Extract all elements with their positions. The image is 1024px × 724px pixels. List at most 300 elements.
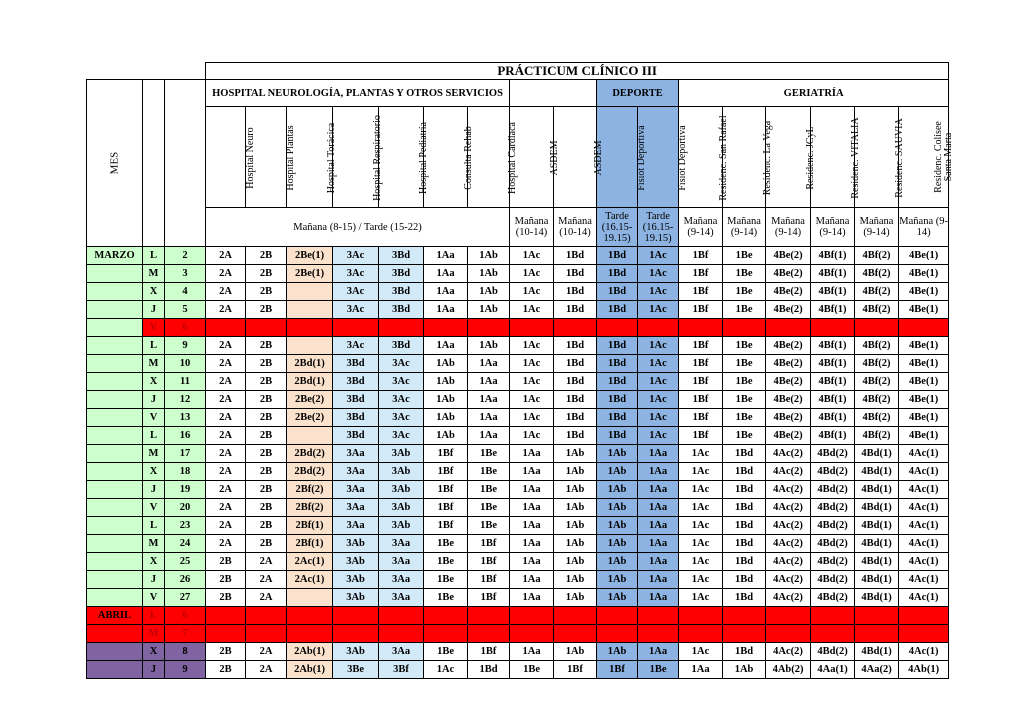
assignment-cell: 3Aa <box>379 571 424 589</box>
assignment-cell: 1Ab <box>597 553 638 571</box>
assignment-cell <box>638 319 679 337</box>
table-row <box>87 355 949 373</box>
assignment-cell: 3Ab <box>333 589 379 607</box>
date-cell: 17 <box>165 445 206 463</box>
assignment-cell: 1Bf <box>468 571 510 589</box>
assignment-cell: 1Aa <box>638 535 679 553</box>
assignment-cell: 4Be(2) <box>766 247 811 265</box>
assignment-cell: 1Ac <box>510 427 554 445</box>
month-cell: MARZO <box>87 247 143 265</box>
assignment-cell: 2A <box>206 517 246 535</box>
assignment-cell: 1Ac <box>510 355 554 373</box>
assignment-cell: 4Ac(1) <box>899 481 949 499</box>
table-row <box>87 463 949 481</box>
assignment-cell: 2A <box>206 301 246 319</box>
table-row <box>87 643 949 661</box>
assignment-cell: 1Ac <box>510 265 554 283</box>
assignment-cell: 2Be(1) <box>287 265 333 283</box>
assignment-cell: 4Bf(1) <box>811 301 855 319</box>
weekday-cell: M <box>143 535 165 553</box>
assignment-cell: 3Aa <box>379 589 424 607</box>
column-header: Consulta Rehab <box>424 107 468 208</box>
column-header: Residenc. VITALIA <box>811 107 855 208</box>
assignment-cell: 1Be <box>424 553 468 571</box>
table-row <box>87 499 949 517</box>
assignment-cell: 2Be(1) <box>287 247 333 265</box>
weekday-cell: X <box>143 643 165 661</box>
assignment-cell: 1Aa <box>638 553 679 571</box>
assignment-cell: 1Ac <box>638 355 679 373</box>
assignment-cell: 4Bf(2) <box>855 301 899 319</box>
column-header: Residenc. La Vega <box>723 107 766 208</box>
assignment-cell: 2Ac(1) <box>287 571 333 589</box>
assignment-cell: 1Be <box>468 499 510 517</box>
weekday-cell: V <box>143 409 165 427</box>
assignment-cell <box>379 607 424 625</box>
assignment-cell: 4Be(1) <box>899 247 949 265</box>
assignment-cell: 1Ab <box>424 427 468 445</box>
assignment-cell: 2B <box>246 355 287 373</box>
column-header: Residenc. San Rafael <box>679 107 723 208</box>
assignment-cell: 1Aa <box>468 409 510 427</box>
assignment-cell: 2B <box>206 643 246 661</box>
assignment-cell: 1Bf <box>679 247 723 265</box>
assignment-cell: 2B <box>206 661 246 679</box>
assignment-cell: 3Aa <box>333 481 379 499</box>
assignment-cell: 2A <box>246 661 287 679</box>
assignment-cell: 3Ab <box>333 553 379 571</box>
assignment-cell <box>899 625 949 643</box>
assignment-cell: 2A <box>206 427 246 445</box>
assignment-cell: 1Ab <box>424 355 468 373</box>
assignment-cell: 1Aa <box>468 373 510 391</box>
schedule-geriatria-4: Mañana (9-14) <box>811 208 855 247</box>
table-row <box>87 427 949 445</box>
date-cell: 3 <box>165 265 206 283</box>
assignment-cell: 1Ac <box>638 337 679 355</box>
assignment-cell: 1Aa <box>510 499 554 517</box>
assignment-cell: 2A <box>246 553 287 571</box>
assignment-cell: 4Be(1) <box>899 427 949 445</box>
weekday-cell: X <box>143 463 165 481</box>
assignment-cell: 4Bf(2) <box>855 355 899 373</box>
assignment-cell <box>638 625 679 643</box>
column-header: Hospital Respiratorio <box>333 107 379 208</box>
assignment-cell: 1Bd <box>723 535 766 553</box>
assignment-cell: 4Bd(2) <box>811 553 855 571</box>
assignment-cell: 4Bf(2) <box>855 391 899 409</box>
weekday-cell: L <box>143 517 165 535</box>
assignment-cell: 4Bf(2) <box>855 283 899 301</box>
assignment-cell: 1Bf <box>679 391 723 409</box>
assignment-cell <box>554 607 597 625</box>
assignment-cell: 1Ac <box>510 337 554 355</box>
weekday-cell: J <box>143 481 165 499</box>
assignment-cell: 4Bd(1) <box>855 445 899 463</box>
date-cell: 16 <box>165 427 206 445</box>
assignment-cell: 1Be <box>723 409 766 427</box>
assignment-cell: 4Bf(1) <box>811 409 855 427</box>
column-header: Hospital Pediatría <box>379 107 424 208</box>
assignment-cell: 3Ac <box>379 373 424 391</box>
assignment-cell: 1Ac <box>638 391 679 409</box>
assignment-cell: 1Bd <box>723 445 766 463</box>
assignment-cell: 2Ab(1) <box>287 661 333 679</box>
assignment-cell: 1Aa <box>638 589 679 607</box>
table-row <box>87 445 949 463</box>
assignment-cell: 4Bd(2) <box>811 571 855 589</box>
assignment-cell: 2B <box>246 535 287 553</box>
schedule-geriatria-3: Mañana (9-14) <box>766 208 811 247</box>
assignment-cell: 3Ac <box>379 391 424 409</box>
assignment-cell <box>723 319 766 337</box>
assignment-cell: 1Ac <box>638 301 679 319</box>
assignment-cell: 4Be(1) <box>899 391 949 409</box>
assignment-cell: 3Bd <box>333 391 379 409</box>
assignment-cell: 4Ac(2) <box>766 589 811 607</box>
month-cell <box>87 625 143 643</box>
assignment-cell: 1Ab <box>424 391 468 409</box>
assignment-cell: 4Be(1) <box>899 409 949 427</box>
assignment-cell: 2A <box>206 355 246 373</box>
assignment-cell: 2B <box>246 463 287 481</box>
weekday-cell: M <box>143 265 165 283</box>
assignment-cell: 2B <box>246 427 287 445</box>
assignment-cell: 2Bd(2) <box>287 463 333 481</box>
assignment-cell <box>424 625 468 643</box>
weekday-cell: M <box>143 445 165 463</box>
column-header: Hospital Neuro <box>206 107 246 208</box>
assignment-cell <box>679 319 723 337</box>
weekday-cell: V <box>143 589 165 607</box>
assignment-cell: 1Ac <box>424 661 468 679</box>
assignment-cell: 3Ac <box>333 301 379 319</box>
assignment-cell: 2Be(2) <box>287 391 333 409</box>
assignment-cell: 4Bf(1) <box>811 247 855 265</box>
assignment-cell: 4Be(1) <box>899 373 949 391</box>
assignment-cell <box>287 427 333 445</box>
assignment-cell: 1Aa <box>638 571 679 589</box>
assignment-cell: 3Ac <box>333 283 379 301</box>
assignment-cell: 4Bd(1) <box>855 643 899 661</box>
assignment-cell: 2B <box>246 517 287 535</box>
assignment-cell: 2B <box>246 391 287 409</box>
assignment-cell <box>766 319 811 337</box>
assignment-cell: 2A <box>206 373 246 391</box>
table-row <box>87 319 949 337</box>
month-cell <box>87 499 143 517</box>
assignment-cell: 1Ac <box>638 283 679 301</box>
assignment-cell <box>899 319 949 337</box>
schedule-geriatria-5: Mañana (9-14) <box>855 208 899 247</box>
assignment-cell <box>287 589 333 607</box>
assignment-cell <box>510 607 554 625</box>
assignment-cell: 1Aa <box>510 445 554 463</box>
assignment-cell: 1Ab <box>597 499 638 517</box>
group-asdem <box>510 80 597 107</box>
date-cell: 13 <box>165 409 206 427</box>
assignment-cell: 4Be(1) <box>899 301 949 319</box>
schedule-hospital: Mañana (8-15) / Tarde (15-22) <box>206 208 510 247</box>
assignment-cell: 4Ab(1) <box>899 661 949 679</box>
assignment-cell: 4Ac(2) <box>766 517 811 535</box>
assignment-cell: 1Ac <box>679 571 723 589</box>
assignment-cell: 1Bf <box>468 535 510 553</box>
assignment-cell: 1Bd <box>723 589 766 607</box>
assignment-cell: 4Be(2) <box>766 301 811 319</box>
assignment-cell: 3Bd <box>379 301 424 319</box>
column-header: Hospital Torácica <box>287 107 333 208</box>
assignment-cell <box>206 607 246 625</box>
assignment-cell: 3Aa <box>379 553 424 571</box>
assignment-cell <box>287 337 333 355</box>
assignment-cell <box>899 607 949 625</box>
assignment-cell <box>468 625 510 643</box>
column-header: ASDEM <box>554 107 597 208</box>
assignment-cell: 1Ac <box>638 373 679 391</box>
assignment-cell <box>424 607 468 625</box>
table-row <box>87 553 949 571</box>
month-cell <box>87 517 143 535</box>
assignment-cell: 2A <box>246 571 287 589</box>
assignment-cell: 4Be(2) <box>766 337 811 355</box>
assignment-cell: 4Ac(1) <box>899 589 949 607</box>
assignment-cell: 1Aa <box>468 391 510 409</box>
assignment-cell: 1Ac <box>638 265 679 283</box>
assignment-cell: 4Bd(1) <box>855 517 899 535</box>
assignment-cell: 1Bf <box>554 661 597 679</box>
assignment-cell: 1Aa <box>424 301 468 319</box>
assignment-cell: 1Bd <box>554 355 597 373</box>
assignment-cell: 2B <box>206 571 246 589</box>
assignment-cell: 2A <box>206 499 246 517</box>
assignment-cell: 1Aa <box>510 463 554 481</box>
assignment-cell <box>333 607 379 625</box>
weekday-cell: L <box>143 607 165 625</box>
assignment-cell <box>246 607 287 625</box>
assignment-cell: 2Ab(1) <box>287 643 333 661</box>
assignment-cell: 4Ac(1) <box>899 445 949 463</box>
assignment-cell <box>206 625 246 643</box>
assignment-cell: 1Bd <box>597 355 638 373</box>
assignment-cell: 1Ab <box>554 445 597 463</box>
table-row <box>87 571 949 589</box>
assignment-cell: 1Ab <box>597 445 638 463</box>
assignment-cell: 3Ab <box>379 499 424 517</box>
assignment-cell: 4Bd(2) <box>811 535 855 553</box>
date-cell: 2 <box>165 247 206 265</box>
assignment-cell <box>510 625 554 643</box>
assignment-cell: 1Ab <box>468 247 510 265</box>
date-cell: 9 <box>165 337 206 355</box>
assignment-cell: 1Ac <box>679 535 723 553</box>
assignment-cell: 1Ac <box>638 409 679 427</box>
assignment-cell: 4Ac(1) <box>899 535 949 553</box>
assignment-cell <box>723 625 766 643</box>
assignment-cell: 4Bf(1) <box>811 265 855 283</box>
assignment-cell: 1Bd <box>597 391 638 409</box>
day-header <box>143 80 165 247</box>
assignment-cell: 4Be(2) <box>766 409 811 427</box>
assignment-cell: 1Aa <box>510 553 554 571</box>
month-cell <box>87 571 143 589</box>
assignment-cell: 3Aa <box>333 499 379 517</box>
assignment-cell <box>597 319 638 337</box>
assignment-cell: 2A <box>206 283 246 301</box>
weekday-cell: X <box>143 283 165 301</box>
assignment-cell: 3Bd <box>379 247 424 265</box>
assignment-cell: 4Bd(1) <box>855 589 899 607</box>
assignment-cell: 1Bd <box>554 265 597 283</box>
assignment-cell: 1Bf <box>424 499 468 517</box>
month-cell <box>87 319 143 337</box>
assignment-cell: 2B <box>246 301 287 319</box>
assignment-cell: 4Ac(2) <box>766 445 811 463</box>
schedule-deporte-2: Tarde (16.15-19.15) <box>638 208 679 247</box>
month-cell <box>87 301 143 319</box>
assignment-cell: 1Ab <box>424 373 468 391</box>
weekday-cell: M <box>143 355 165 373</box>
assignment-cell: 1Ab <box>468 301 510 319</box>
date-cell: 23 <box>165 517 206 535</box>
assignment-cell: 1Bd <box>554 373 597 391</box>
assignment-cell: 1Be <box>638 661 679 679</box>
assignment-cell <box>766 607 811 625</box>
assignment-cell: 3Bd <box>333 427 379 445</box>
assignment-cell: 4Ac(2) <box>766 553 811 571</box>
assignment-cell: 1Ab <box>597 463 638 481</box>
date-cell: 18 <box>165 463 206 481</box>
assignment-cell: 4Ac(2) <box>766 571 811 589</box>
assignment-cell: 1Ac <box>679 643 723 661</box>
assignment-cell <box>287 301 333 319</box>
weekday-cell: V <box>143 319 165 337</box>
assignment-cell <box>723 607 766 625</box>
assignment-cell: 3Bd <box>379 265 424 283</box>
schedule-deporte-1: Tarde (16.15-19.15) <box>597 208 638 247</box>
assignment-cell: 1Ac <box>679 481 723 499</box>
assignment-cell: 4Bf(2) <box>855 409 899 427</box>
assignment-cell: 3Ac <box>379 409 424 427</box>
assignment-cell: 4Bf(1) <box>811 355 855 373</box>
date-cell: 5 <box>165 301 206 319</box>
assignment-cell: 2A <box>206 337 246 355</box>
date-cell: 20 <box>165 499 206 517</box>
assignment-cell <box>287 283 333 301</box>
assignment-cell: 4Ac(2) <box>766 643 811 661</box>
assignment-cell: 3Ab <box>379 481 424 499</box>
assignment-cell: 4Bd(2) <box>811 589 855 607</box>
date-cell: 6 <box>165 607 206 625</box>
assignment-cell: 1Ac <box>679 445 723 463</box>
assignment-cell <box>379 625 424 643</box>
assignment-cell: 1Be <box>723 301 766 319</box>
assignment-cell: 1Bd <box>554 427 597 445</box>
assignment-cell: 1Bd <box>597 409 638 427</box>
assignment-cell: 1Ac <box>679 589 723 607</box>
assignment-cell: 4Be(1) <box>899 283 949 301</box>
month-cell <box>87 391 143 409</box>
assignment-cell: 1Ac <box>510 283 554 301</box>
weekday-cell: J <box>143 301 165 319</box>
assignment-cell: 2Bf(1) <box>287 535 333 553</box>
assignment-cell <box>379 319 424 337</box>
assignment-cell: 2Be(2) <box>287 409 333 427</box>
assignment-cell: 1Bd <box>597 247 638 265</box>
assignment-cell: 3Bd <box>379 283 424 301</box>
assignment-cell: 1Be <box>510 661 554 679</box>
month-cell <box>87 409 143 427</box>
assignment-cell: 2B <box>206 589 246 607</box>
assignment-cell: 1Be <box>468 517 510 535</box>
assignment-cell: 2B <box>246 247 287 265</box>
assignment-cell: 3Ab <box>333 571 379 589</box>
table-row <box>87 283 949 301</box>
assignment-cell: 1Be <box>723 391 766 409</box>
assignment-cell: 1Aa <box>424 337 468 355</box>
column-header: Hospital Cardiaca <box>468 107 510 208</box>
assignment-cell <box>246 319 287 337</box>
assignment-cell: 4Bf(1) <box>811 391 855 409</box>
table-row <box>87 607 949 625</box>
assignment-cell: 3Bf <box>379 661 424 679</box>
assignment-cell: 4Bd(1) <box>855 499 899 517</box>
month-cell <box>87 589 143 607</box>
assignment-cell: 2A <box>206 481 246 499</box>
month-cell <box>87 265 143 283</box>
assignment-cell: 1Ac <box>510 409 554 427</box>
assignment-cell: 1Aa <box>638 499 679 517</box>
table-row <box>87 589 949 607</box>
assignment-cell: 1Ab <box>554 481 597 499</box>
assignment-cell: 4Bf(2) <box>855 337 899 355</box>
assignment-cell: 1Ab <box>723 661 766 679</box>
assignment-cell: 2Bd(1) <box>287 373 333 391</box>
weekday-cell: L <box>143 427 165 445</box>
assignment-cell: 1Ab <box>468 283 510 301</box>
assignment-cell: 1Aa <box>638 481 679 499</box>
assignment-cell: 1Bd <box>723 463 766 481</box>
assignment-cell: 2A <box>206 247 246 265</box>
assignment-cell: 2A <box>206 535 246 553</box>
assignment-cell <box>554 625 597 643</box>
date-cell: 24 <box>165 535 206 553</box>
assignment-cell: 4Ac(2) <box>766 481 811 499</box>
column-header: Hospital Plantas <box>246 107 287 208</box>
assignment-cell: 1Be <box>723 373 766 391</box>
schedule-table <box>86 62 955 679</box>
assignment-cell: 4Bd(1) <box>855 571 899 589</box>
assignment-cell <box>679 607 723 625</box>
assignment-cell: 2B <box>246 265 287 283</box>
schedule-asdem-1: Mañana (10-14) <box>510 208 554 247</box>
assignment-cell <box>333 625 379 643</box>
assignment-cell <box>246 625 287 643</box>
assignment-cell: 4Be(1) <box>899 355 949 373</box>
assignment-cell: 1Be <box>424 643 468 661</box>
assignment-cell: 2Bd(1) <box>287 355 333 373</box>
assignment-cell: 4Bd(2) <box>811 481 855 499</box>
weekday-cell: V <box>143 499 165 517</box>
assignment-cell <box>468 607 510 625</box>
assignment-cell: 1Aa <box>510 643 554 661</box>
table-row <box>87 535 949 553</box>
assignment-cell: 4Bf(2) <box>855 373 899 391</box>
month-cell <box>87 373 143 391</box>
month-cell <box>87 463 143 481</box>
weekday-cell: X <box>143 553 165 571</box>
month-cell <box>87 445 143 463</box>
